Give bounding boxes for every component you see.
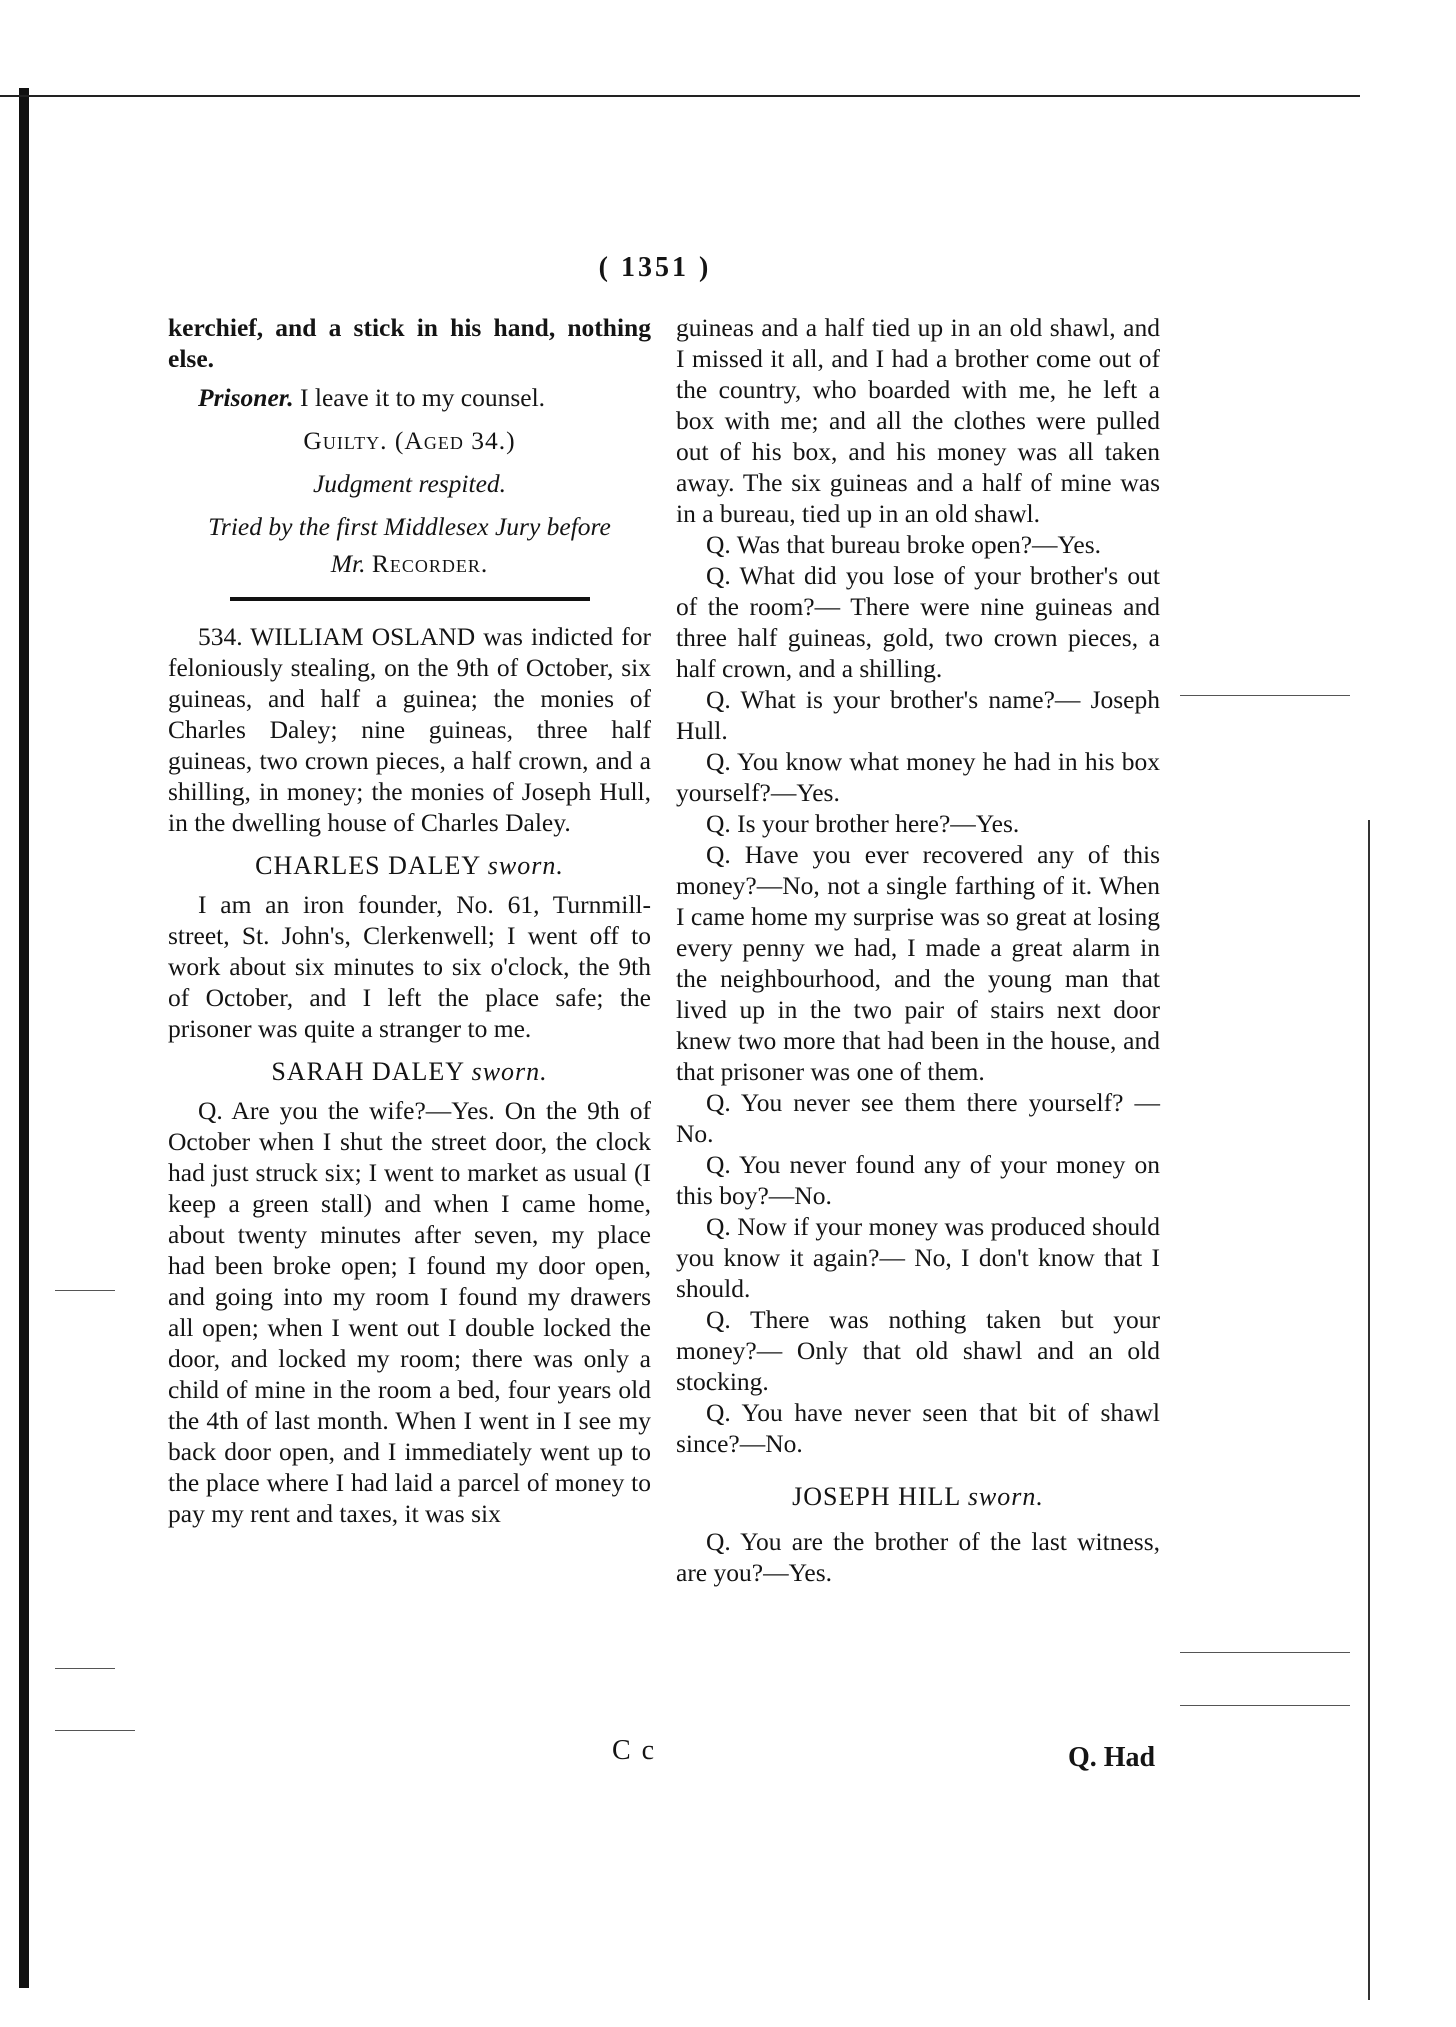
sworn-label: sworn. <box>967 1482 1044 1511</box>
sworn-label: sworn. <box>471 1057 548 1086</box>
question: Q. You never see them there yourself? —No. <box>676 1088 1160 1148</box>
page-number: ( 1351 ) <box>598 252 712 283</box>
witness-name: SARAH DALEY <box>271 1057 465 1086</box>
witness-heading <box>168 850 651 881</box>
question: Q. You are the brother of the last witness, are you?—Yes. <box>676 1527 1160 1587</box>
section-rule <box>230 597 590 601</box>
continued-text: guineas and a half tied up in an old shawl, and I missed it all, and I had a brother come out of the country, who boarded with me, he left a box with me; and all the clothes were pulled out of his box, and his money was all taken away. The six guineas and a half of mine was in a bureau, tied up in an old shawl. <box>676 313 1160 528</box>
scan-mark <box>1180 1652 1350 1653</box>
witness-heading <box>168 1056 651 1087</box>
scan-mark <box>55 1290 115 1291</box>
witness-name: JOSEPH HILL <box>792 1482 961 1511</box>
witness-testimony: I am an iron founder, No. 61, Turnmill-street, St. John's, Clerkenwell; I went off to work about six minutes to six o'clock, the 9th of October, and I left the place safe; the prisoner was quite a stranger to me. <box>168 890 651 1043</box>
scan-mark <box>55 1730 135 1731</box>
prisoner-statement <box>168 382 651 413</box>
question: Q. Have you ever recovered any of this money?—No, not a single farthing of it. When I came home my surprise was so great at losing every penny we had, I made a great alarm in the neighbourhood, and the young man that lived up in the two pair of stairs next door knew two more that had been in the house, and that prisoner was one of them. <box>676 840 1160 1086</box>
left-column <box>168 312 651 1529</box>
jury-note: Tried by the first Middlesex Jury before <box>208 512 611 541</box>
sworn-label: sworn. <box>487 851 564 880</box>
witness-testimony: Q. Are you the wife?—Yes. On the 9th of October when I shut the street door, the clock had just struck six; I went to market as usual (I keep a green stall) and when I came home, about twenty minutes after seven, my place had been broke open; I found my door open, and going into my room I found my drawers all open; when I went out I double locked the door, and locked my room; there was only a child of mine in the room a bed, four years old the 4th of last month. When I went in I see my back door open, and I immediately went up to the place where I had laid a parcel of money to pay my rent and taxes, it was six <box>168 1096 651 1528</box>
catchword: Q. Had <box>1068 1742 1156 1773</box>
question: Q. You never found any of your money on this boy?—No. <box>676 1150 1160 1210</box>
witness-name: CHARLES DALEY <box>255 851 481 880</box>
judge-line <box>168 548 651 579</box>
question: Q. Is your brother here?—Yes. <box>706 809 1020 838</box>
scan-mark <box>1180 1705 1350 1706</box>
judgment: Judgment respited. <box>312 469 507 498</box>
question: Q. You know what money he had in his box yourself?—Yes. <box>676 747 1160 807</box>
signature-mark: C c <box>612 1735 657 1766</box>
scan-mark <box>55 1668 115 1669</box>
question: Q. Was that bureau broke open?—Yes. <box>706 530 1102 559</box>
question: Q. You have never seen that bit of shawl since?—No. <box>676 1398 1160 1458</box>
page-top-rule <box>0 95 1360 97</box>
prisoner-text: I leave it to my counsel. <box>300 383 546 412</box>
question: Q. Now if your money was produced should you know it again?— No, I don't know that I should. <box>676 1212 1160 1303</box>
case-indictment: 534. WILLIAM OSLAND was indicted for feloniously stealing, on the 9th of October, six guineas, and half a guinea; the monies of Charles Daley; nine guineas, three half guineas, two crown pieces, a half crown, and a shilling, in money; the monies of Joseph Hull, in the dwelling house of Charles Daley. <box>168 622 651 837</box>
scan-mark <box>1180 695 1350 696</box>
binding-spine <box>19 88 29 1988</box>
judge-title: Mr. <box>330 549 366 578</box>
witness-heading <box>676 1481 1160 1512</box>
question: Q. What is your brother's name?— Joseph Hull. <box>676 685 1160 745</box>
right-column <box>676 312 1160 1588</box>
question: Q. What did you lose of your brother's out of the room?— There were nine guineas and three half guineas, gold, two crown pieces, a half crown, and a shilling. <box>676 561 1160 683</box>
question: Q. There was nothing taken but your money?— Only that old shawl and an old stocking. <box>676 1305 1160 1396</box>
continued-text: kerchief, and a stick in his hand, nothing else. <box>168 313 651 373</box>
prisoner-label: Prisoner. <box>198 383 294 412</box>
page-edge-rule <box>1368 820 1370 2000</box>
judge-name: Recorder. <box>371 549 489 578</box>
verdict: Guilty. (Aged 34.) <box>303 426 516 455</box>
